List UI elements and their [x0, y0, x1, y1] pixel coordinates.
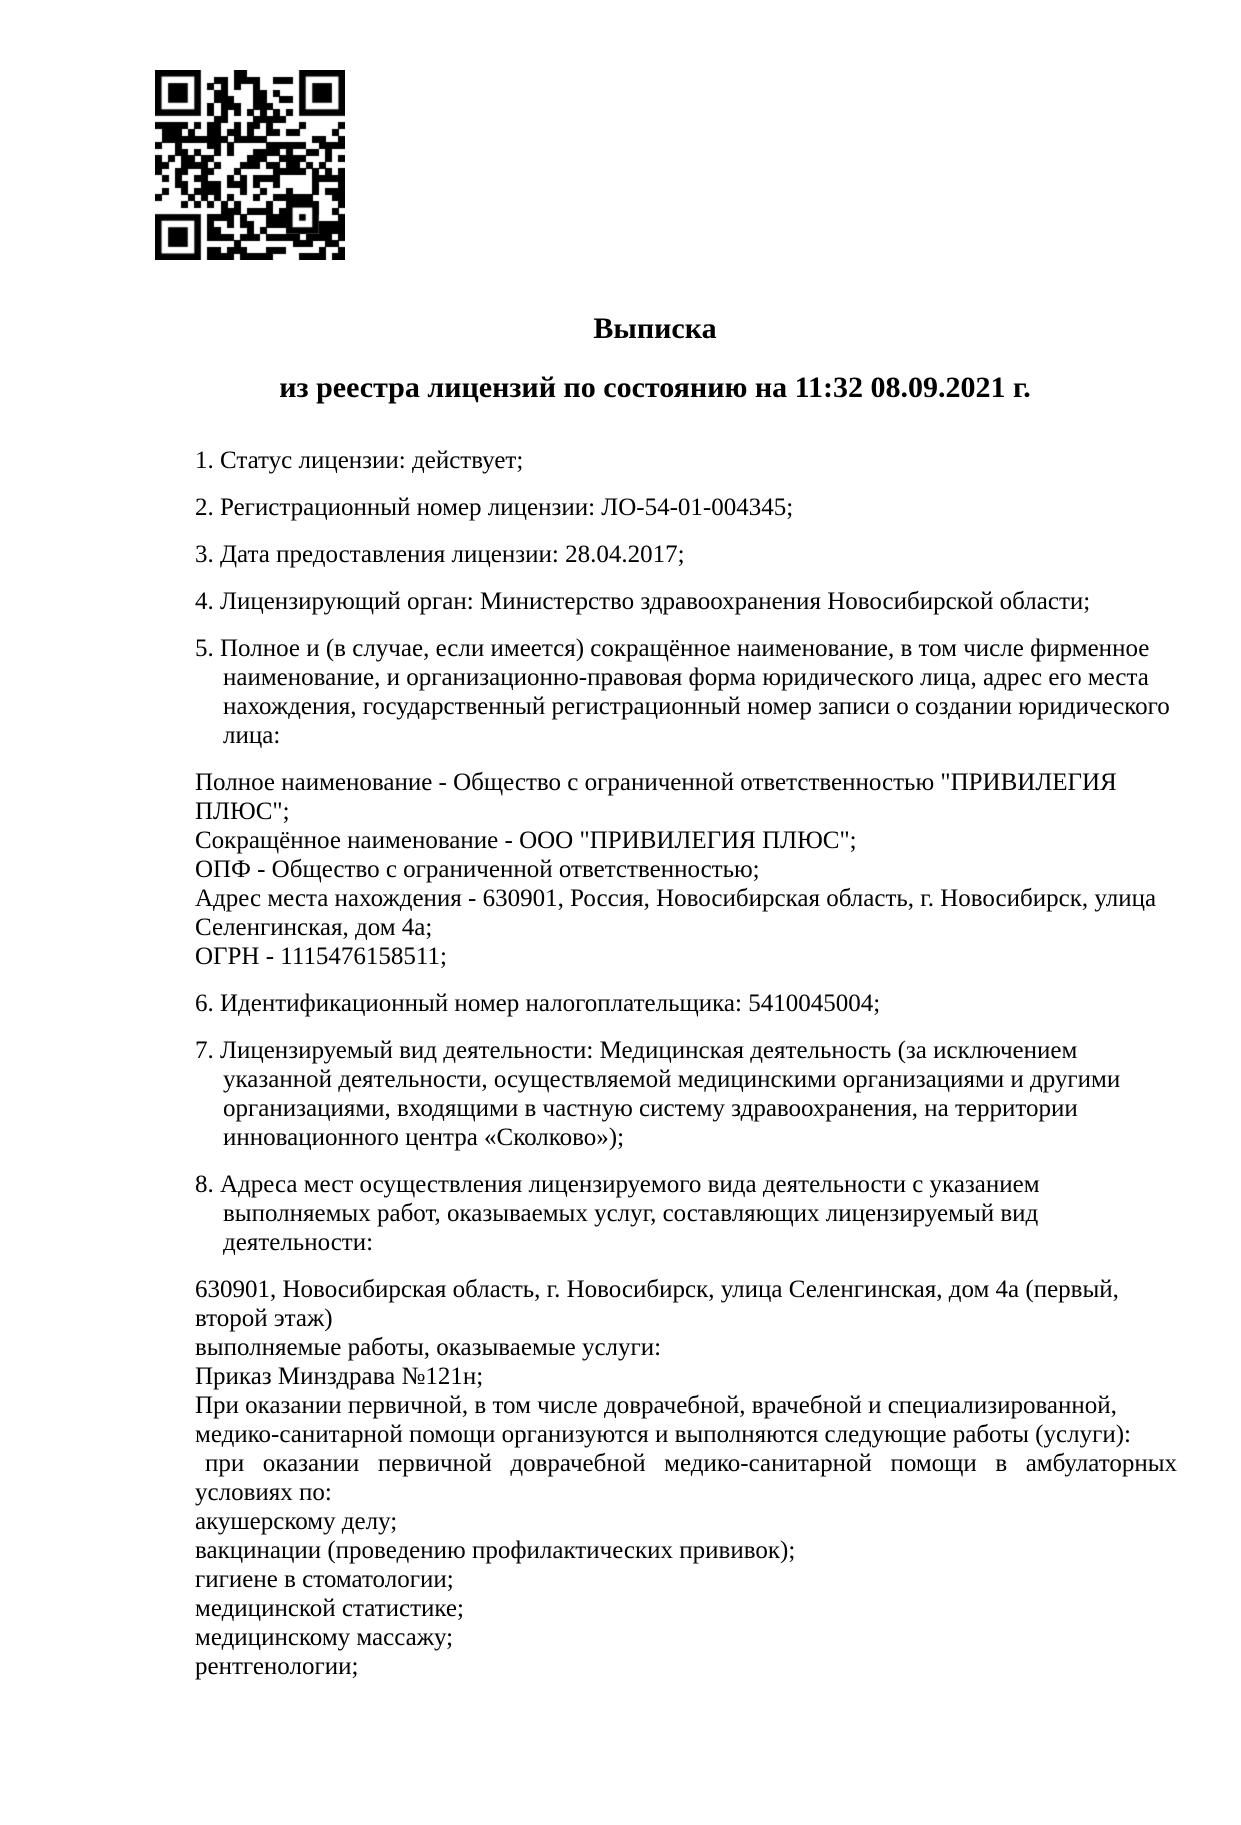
service-item: вакцинации (проведению профилактических прививок); [195, 1537, 796, 1564]
item-text: Лицензирующий орган: Министерство здравоохранения Новосибирской области; [220, 588, 1091, 615]
item-license-status [195, 446, 1177, 475]
item-number: 2. [195, 494, 214, 521]
item-number: 1. [195, 447, 214, 474]
org-full-name: Полное наименование - Общество с ограниченной ответственностью "ПРИВИЛЕГИЯ ПЛЮС"; [195, 769, 1117, 825]
org-opf: ОПФ - Общество с ограниченной ответственностью; [195, 856, 760, 883]
service-item: акушерскому делу; [195, 1508, 398, 1535]
item-inn [195, 989, 1177, 1018]
qr-code [155, 70, 345, 260]
item-number: 7. [195, 1037, 214, 1064]
item-number: 3. [195, 541, 214, 568]
item-text: Статус лицензии: действует; [220, 447, 524, 474]
org-ogrn: ОГРН - 1115476158511; [195, 943, 447, 970]
activity-works-intro: выполняемые работы, оказываемые услуги: [195, 1334, 662, 1361]
document-body [195, 446, 1177, 1681]
item-grant-date [195, 540, 1177, 569]
activity-pre-medical: при оказании первичной доврачебной медико-санитарной помощи в амбулаторных условиях по: [195, 1450, 1177, 1506]
item-number: 6. [195, 990, 214, 1017]
document-title: Выписка [593, 312, 717, 345]
item-text: Полное и (в случае, если имеется) сокращённое наименование, в том числе фирменное наименование, и организационно-правовая форма юридического лица, адрес его места нахождения, государственный регистрационный номер записи о создании юридического лица: [220, 635, 1170, 749]
service-item: медицинскому массажу; [195, 1624, 454, 1651]
service-item: рентгенологии; [195, 1653, 359, 1680]
service-item: медицинской статистике; [195, 1595, 464, 1622]
item-text: Идентификационный номер налогоплательщика: 5410045004; [220, 990, 881, 1017]
item-number: 4. [195, 588, 214, 615]
document-page [0, 70, 1241, 1825]
activity-order: Приказ Минздрава №121н; [195, 1363, 484, 1390]
item-licensed-activity [195, 1036, 1177, 1152]
item-text: Лицензируемый вид деятельности: Медицинская деятельность (за исключением указанной деятельности, осуществляемой медицинскими организациями и другими организациями, входящими в частную систему здравоохранения, на территории инновационного центра «Сколково»); [220, 1037, 1121, 1151]
item-number: 8. [195, 1171, 214, 1198]
activity-address: 630901, Новосибирская область, г. Новосибирск, улица Селенгинская, дом 4а (первый, второй этаж) [195, 1276, 1119, 1332]
item-registration-number [195, 493, 1177, 522]
item-text: Адреса мест осуществления лицензируемого вида деятельности с указанием выполняемых работ, оказываемых услуг, составляющих лицензируемый вид деятельности: [220, 1171, 1040, 1256]
item-text: Регистрационный номер лицензии: ЛО-54-01-004345; [220, 494, 794, 521]
item-licensing-authority [195, 587, 1177, 616]
activity-primary-care: При оказании первичной, в том числе доврачебной, врачебной и специализированной, медико-санитарной помощи организуются и выполняются следующие работы (услуги): [195, 1392, 1131, 1448]
service-item: гигиене в стоматологии; [195, 1566, 454, 1593]
org-short-name: Сокращённое наименование - ООО "ПРИВИЛЕГИЯ ПЛЮС"; [195, 827, 857, 854]
org-address: Адрес места нахождения - 630901, Россия, Новосибирская область, г. Новосибирск, улица Селенгинская, дом 4а; [195, 885, 1157, 941]
item-text: Дата предоставления лицензии: 28.04.2017; [220, 541, 685, 568]
item-number: 5. [195, 635, 214, 662]
item-activity-addresses-heading [195, 1170, 1177, 1257]
item-entity-name-heading [195, 634, 1177, 750]
document-subtitle: из реестра лицензий по состоянию на 11:32 08.09.2021 г. [279, 371, 1031, 404]
